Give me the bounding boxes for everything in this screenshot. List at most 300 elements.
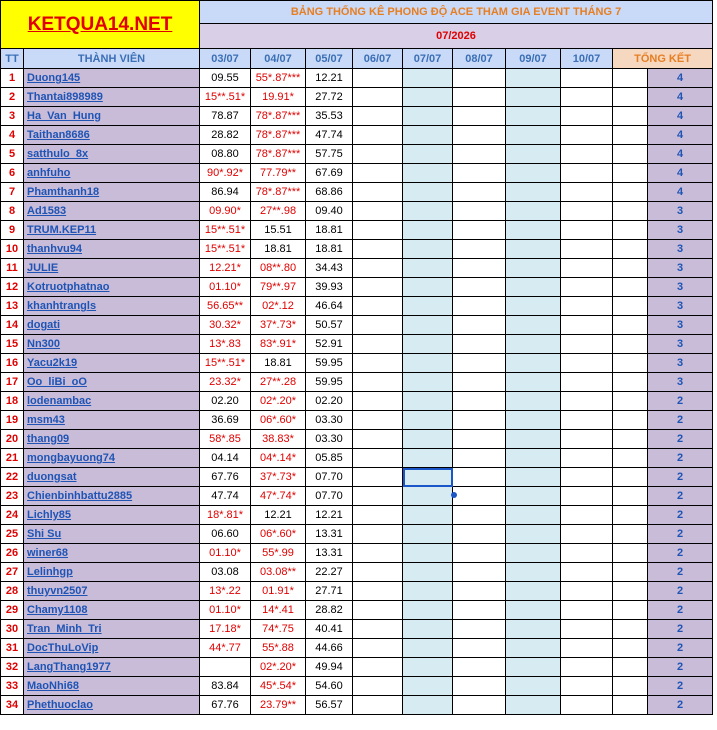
score-cell[interactable]: 36.69 [200,411,251,430]
empty-cell[interactable] [506,88,561,107]
score-cell[interactable]: 38.83* [251,430,306,449]
empty-cell[interactable] [403,487,453,506]
empty-cell[interactable] [453,373,506,392]
row-number[interactable]: 27 [1,563,24,582]
score-cell[interactable]: 14*.41 [251,601,306,620]
empty-cell[interactable] [613,297,648,316]
total-count[interactable]: 2 [648,677,713,696]
empty-cell[interactable] [506,430,561,449]
member-name-link[interactable]: Lelinhgp [24,563,200,582]
score-cell[interactable]: 01.10* [200,544,251,563]
total-count[interactable]: 2 [648,525,713,544]
table-row[interactable] [1,221,713,240]
score-cell[interactable]: 78*.87*** [251,145,306,164]
empty-cell[interactable] [403,563,453,582]
score-cell[interactable]: 17.18* [200,620,251,639]
row-number[interactable]: 32 [1,658,24,677]
empty-cell[interactable] [353,354,403,373]
score-cell[interactable]: 06*.60* [251,411,306,430]
empty-cell[interactable] [506,449,561,468]
empty-cell[interactable] [403,544,453,563]
empty-cell[interactable] [403,278,453,297]
empty-cell[interactable] [506,658,561,677]
empty-cell[interactable] [453,487,506,506]
empty-cell[interactable] [453,69,506,88]
score-cell[interactable]: 18.81 [251,354,306,373]
score-cell[interactable]: 90*.92* [200,164,251,183]
empty-cell[interactable] [453,411,506,430]
empty-cell[interactable] [353,164,403,183]
row-number[interactable]: 8 [1,202,24,221]
empty-cell[interactable] [353,126,403,145]
row-number[interactable]: 31 [1,639,24,658]
empty-cell[interactable] [561,468,613,487]
empty-cell[interactable] [561,259,613,278]
logo-cell[interactable] [1,1,200,49]
total-count[interactable]: 3 [648,297,713,316]
member-name-link[interactable]: MaoNhi68 [24,677,200,696]
empty-cell[interactable] [403,316,453,335]
score-cell[interactable]: 12.21 [306,506,353,525]
score-cell[interactable]: 18.81 [306,221,353,240]
member-name-link[interactable]: Phethuoclao [24,696,200,715]
table-row[interactable] [1,316,713,335]
member-name-link[interactable]: Phamthanh18 [24,183,200,202]
score-cell[interactable]: 50.57 [306,316,353,335]
row-number[interactable]: 11 [1,259,24,278]
score-cell[interactable]: 23.32* [200,373,251,392]
empty-cell[interactable] [506,563,561,582]
score-cell[interactable]: 67.69 [306,164,353,183]
empty-cell[interactable] [613,449,648,468]
col-header-date[interactable]: 05/07 [306,49,353,69]
empty-cell[interactable] [353,259,403,278]
empty-cell[interactable] [453,449,506,468]
score-cell[interactable]: 09.40 [306,202,353,221]
score-cell[interactable]: 02*.12 [251,297,306,316]
empty-cell[interactable] [561,677,613,696]
total-count[interactable]: 2 [648,411,713,430]
member-name-link[interactable]: thuyvn2507 [24,582,200,601]
empty-cell[interactable] [353,563,403,582]
total-count[interactable]: 4 [648,107,713,126]
empty-cell[interactable] [613,639,648,658]
empty-cell[interactable] [403,639,453,658]
score-cell[interactable]: 78*.87*** [251,183,306,202]
score-cell[interactable]: 47.74 [306,126,353,145]
empty-cell[interactable] [613,88,648,107]
total-count[interactable]: 2 [648,639,713,658]
empty-cell[interactable] [561,88,613,107]
empty-cell[interactable] [353,183,403,202]
member-name-link[interactable]: dogati [24,316,200,335]
total-count[interactable]: 2 [648,658,713,677]
table-row[interactable] [1,107,713,126]
empty-cell[interactable] [403,259,453,278]
empty-cell[interactable] [561,316,613,335]
empty-cell[interactable] [561,221,613,240]
score-cell[interactable]: 59.95 [306,354,353,373]
table-row[interactable] [1,639,713,658]
empty-cell[interactable] [353,316,403,335]
score-cell[interactable]: 78*.87*** [251,126,306,145]
score-cell[interactable]: 47.74 [200,487,251,506]
col-header-date[interactable]: 04/07 [251,49,306,69]
empty-cell[interactable] [353,240,403,259]
table-row[interactable] [1,373,713,392]
score-cell[interactable]: 45*.54* [251,677,306,696]
empty-cell[interactable] [613,373,648,392]
table-row[interactable] [1,411,713,430]
empty-cell[interactable] [613,278,648,297]
empty-cell[interactable] [561,487,613,506]
score-cell[interactable]: 52.91 [306,335,353,354]
total-count[interactable]: 2 [648,601,713,620]
total-count[interactable]: 2 [648,487,713,506]
empty-cell[interactable] [403,107,453,126]
table-row[interactable] [1,506,713,525]
col-header-date[interactable]: 08/07 [453,49,506,69]
empty-cell[interactable] [453,221,506,240]
total-count[interactable]: 4 [648,88,713,107]
member-name-link[interactable]: Yacu2k19 [24,354,200,373]
table-row[interactable] [1,259,713,278]
total-count[interactable]: 2 [648,449,713,468]
score-cell[interactable]: 02*.20* [251,392,306,411]
member-name-link[interactable]: anhfuho [24,164,200,183]
empty-cell[interactable] [613,601,648,620]
table-row[interactable] [1,183,713,202]
empty-cell[interactable] [403,297,453,316]
empty-cell[interactable] [403,202,453,221]
table-row[interactable] [1,126,713,145]
empty-cell[interactable] [453,601,506,620]
score-cell[interactable]: 57.75 [306,145,353,164]
col-header-member[interactable]: THÀNH VIÊN [24,49,200,69]
empty-cell[interactable] [353,297,403,316]
table-row[interactable] [1,468,713,487]
total-count[interactable]: 4 [648,183,713,202]
empty-cell[interactable] [506,145,561,164]
empty-cell[interactable] [453,392,506,411]
member-name-link[interactable]: msm43 [24,411,200,430]
row-number[interactable]: 26 [1,544,24,563]
table-row[interactable] [1,430,713,449]
empty-cell[interactable] [506,183,561,202]
empty-cell[interactable] [506,297,561,316]
empty-cell[interactable] [613,202,648,221]
score-cell[interactable]: 13.31 [306,525,353,544]
member-name-link[interactable]: Tran_Minh_Tri [24,620,200,639]
score-cell[interactable]: 78*.87*** [251,107,306,126]
empty-cell[interactable] [561,202,613,221]
total-count[interactable]: 2 [648,430,713,449]
empty-cell[interactable] [561,183,613,202]
member-name-link[interactable]: Chamy1108 [24,601,200,620]
row-number[interactable]: 23 [1,487,24,506]
score-cell[interactable]: 18*.81* [200,506,251,525]
empty-cell[interactable] [506,373,561,392]
score-cell[interactable]: 78.87 [200,107,251,126]
member-name-link[interactable]: thanhvu94 [24,240,200,259]
score-cell[interactable]: 03.30 [306,411,353,430]
member-name-link[interactable]: DocThuLoVip [24,639,200,658]
total-count[interactable]: 3 [648,373,713,392]
score-cell[interactable]: 06.60 [200,525,251,544]
empty-cell[interactable] [506,240,561,259]
empty-cell[interactable] [561,411,613,430]
table-row[interactable] [1,658,713,677]
table-row[interactable] [1,392,713,411]
empty-cell[interactable] [613,259,648,278]
empty-cell[interactable] [613,696,648,715]
empty-cell[interactable] [506,620,561,639]
score-cell[interactable]: 06*.60* [251,525,306,544]
row-number[interactable]: 5 [1,145,24,164]
empty-cell[interactable] [506,639,561,658]
empty-cell[interactable] [453,430,506,449]
member-name-link[interactable]: Taithan8686 [24,126,200,145]
score-cell[interactable]: 15.51 [251,221,306,240]
table-row[interactable] [1,69,713,88]
empty-cell[interactable] [613,164,648,183]
empty-cell[interactable] [353,373,403,392]
total-count[interactable]: 4 [648,164,713,183]
member-name-link[interactable]: Shi Su [24,525,200,544]
score-cell[interactable]: 13*.83 [200,335,251,354]
member-name-link[interactable]: satthulo_8x [24,145,200,164]
empty-cell[interactable] [353,696,403,715]
empty-cell[interactable] [453,88,506,107]
empty-cell[interactable] [453,544,506,563]
score-cell[interactable]: 44.66 [306,639,353,658]
row-number[interactable]: 9 [1,221,24,240]
score-cell[interactable]: 07.70 [306,468,353,487]
empty-cell[interactable] [453,240,506,259]
empty-cell[interactable] [403,601,453,620]
row-number[interactable]: 20 [1,430,24,449]
empty-cell[interactable] [613,392,648,411]
empty-cell[interactable] [403,411,453,430]
score-cell[interactable]: 55*.88 [251,639,306,658]
empty-cell[interactable] [561,449,613,468]
score-cell[interactable]: 83.84 [200,677,251,696]
empty-cell[interactable] [561,639,613,658]
empty-cell[interactable] [403,506,453,525]
score-cell[interactable]: 15**.51* [200,88,251,107]
score-cell[interactable]: 54.60 [306,677,353,696]
row-number[interactable]: 15 [1,335,24,354]
empty-cell[interactable] [353,677,403,696]
empty-cell[interactable] [561,240,613,259]
empty-cell[interactable] [353,107,403,126]
row-number[interactable]: 33 [1,677,24,696]
score-cell[interactable]: 55*.99 [251,544,306,563]
col-header-tt[interactable]: TT [1,49,24,69]
empty-cell[interactable] [506,316,561,335]
member-name-link[interactable]: LangThang1977 [24,658,200,677]
score-cell[interactable]: 67.76 [200,696,251,715]
empty-cell[interactable] [403,582,453,601]
row-number[interactable]: 12 [1,278,24,297]
table-row[interactable] [1,202,713,221]
empty-cell[interactable] [613,430,648,449]
empty-cell[interactable] [353,620,403,639]
score-cell[interactable]: 15**.51* [200,240,251,259]
table-row[interactable] [1,563,713,582]
total-count[interactable]: 4 [648,126,713,145]
score-cell[interactable]: 12.21 [251,506,306,525]
member-name-link[interactable]: Duong145 [24,69,200,88]
empty-cell[interactable] [561,430,613,449]
score-cell[interactable]: 09.90* [200,202,251,221]
empty-cell[interactable] [453,316,506,335]
empty-cell[interactable] [506,69,561,88]
score-cell[interactable]: 74*.75 [251,620,306,639]
empty-cell[interactable] [453,563,506,582]
empty-cell[interactable] [613,107,648,126]
empty-cell[interactable] [453,335,506,354]
score-cell[interactable]: 01.10* [200,601,251,620]
row-number[interactable]: 34 [1,696,24,715]
col-header-total[interactable]: TỔNG KẾT [613,49,713,69]
empty-cell[interactable] [403,677,453,696]
empty-cell[interactable] [561,525,613,544]
empty-cell[interactable] [453,468,506,487]
empty-cell[interactable] [353,639,403,658]
empty-cell[interactable] [403,354,453,373]
member-name-link[interactable]: Chienbinhbattu2885 [24,487,200,506]
score-cell[interactable]: 15**.51* [200,354,251,373]
score-cell[interactable]: 12.21 [306,69,353,88]
empty-cell[interactable] [353,69,403,88]
score-cell[interactable]: 79**.97 [251,278,306,297]
empty-cell[interactable] [403,468,453,487]
table-row[interactable] [1,487,713,506]
score-cell[interactable]: 04*.14* [251,449,306,468]
empty-cell[interactable] [403,221,453,240]
empty-cell[interactable] [613,126,648,145]
empty-cell[interactable] [353,278,403,297]
total-count[interactable]: 2 [648,582,713,601]
empty-cell[interactable] [506,544,561,563]
empty-cell[interactable] [353,145,403,164]
score-cell[interactable]: 83*.91* [251,335,306,354]
score-cell[interactable]: 03.30 [306,430,353,449]
col-header-date[interactable]: 07/07 [403,49,453,69]
score-cell[interactable]: 28.82 [200,126,251,145]
empty-cell[interactable] [353,582,403,601]
empty-cell[interactable] [453,202,506,221]
empty-cell[interactable] [506,696,561,715]
empty-cell[interactable] [613,221,648,240]
score-cell[interactable]: 58*.85 [200,430,251,449]
member-name-link[interactable]: Ad1583 [24,202,200,221]
empty-cell[interactable] [506,677,561,696]
table-row[interactable] [1,240,713,259]
table-row[interactable] [1,696,713,715]
empty-cell[interactable] [353,221,403,240]
score-cell[interactable]: 22.27 [306,563,353,582]
row-number[interactable]: 22 [1,468,24,487]
empty-cell[interactable] [613,658,648,677]
table-row[interactable] [1,582,713,601]
row-number[interactable]: 14 [1,316,24,335]
empty-cell[interactable] [561,354,613,373]
score-cell[interactable]: 67.76 [200,468,251,487]
empty-cell[interactable] [403,449,453,468]
empty-cell[interactable] [613,411,648,430]
row-number[interactable]: 24 [1,506,24,525]
total-count[interactable]: 3 [648,316,713,335]
score-cell[interactable]: 03.08** [251,563,306,582]
empty-cell[interactable] [613,145,648,164]
empty-cell[interactable] [613,525,648,544]
total-count[interactable]: 2 [648,563,713,582]
score-cell[interactable]: 59.95 [306,373,353,392]
member-name-link[interactable]: JULIE [24,259,200,278]
empty-cell[interactable] [561,563,613,582]
row-number[interactable]: 29 [1,601,24,620]
score-cell[interactable]: 68.86 [306,183,353,202]
empty-cell[interactable] [561,145,613,164]
member-name-link[interactable]: thang09 [24,430,200,449]
empty-cell[interactable] [613,506,648,525]
empty-cell[interactable] [403,240,453,259]
empty-cell[interactable] [561,620,613,639]
empty-cell[interactable] [506,354,561,373]
col-header-date[interactable]: 06/07 [353,49,403,69]
member-name-link[interactable]: Nn300 [24,335,200,354]
total-count[interactable]: 3 [648,278,713,297]
row-number[interactable]: 25 [1,525,24,544]
score-cell[interactable]: 27**.28 [251,373,306,392]
score-cell[interactable]: 28.82 [306,601,353,620]
table-row[interactable] [1,620,713,639]
empty-cell[interactable] [561,506,613,525]
total-count[interactable]: 3 [648,259,713,278]
row-number[interactable]: 18 [1,392,24,411]
total-count[interactable]: 3 [648,335,713,354]
empty-cell[interactable] [506,392,561,411]
score-cell[interactable]: 47*.74* [251,487,306,506]
score-cell[interactable]: 23.79** [251,696,306,715]
empty-cell[interactable] [353,392,403,411]
empty-cell[interactable] [403,430,453,449]
table-row[interactable] [1,354,713,373]
table-row[interactable] [1,145,713,164]
empty-cell[interactable] [561,544,613,563]
empty-cell[interactable] [353,658,403,677]
row-number[interactable]: 1 [1,69,24,88]
score-cell[interactable]: 01.10* [200,278,251,297]
score-cell[interactable]: 39.93 [306,278,353,297]
empty-cell[interactable] [403,392,453,411]
score-cell[interactable]: 02.20 [306,392,353,411]
row-number[interactable]: 7 [1,183,24,202]
empty-cell[interactable] [561,601,613,620]
table-row[interactable] [1,164,713,183]
score-cell[interactable]: 05.85 [306,449,353,468]
empty-cell[interactable] [506,525,561,544]
empty-cell[interactable] [613,544,648,563]
col-header-date[interactable]: 03/07 [200,49,251,69]
score-cell[interactable]: 07.70 [306,487,353,506]
empty-cell[interactable] [453,677,506,696]
table-row[interactable] [1,677,713,696]
score-cell[interactable]: 30.32* [200,316,251,335]
table-row[interactable] [1,525,713,544]
